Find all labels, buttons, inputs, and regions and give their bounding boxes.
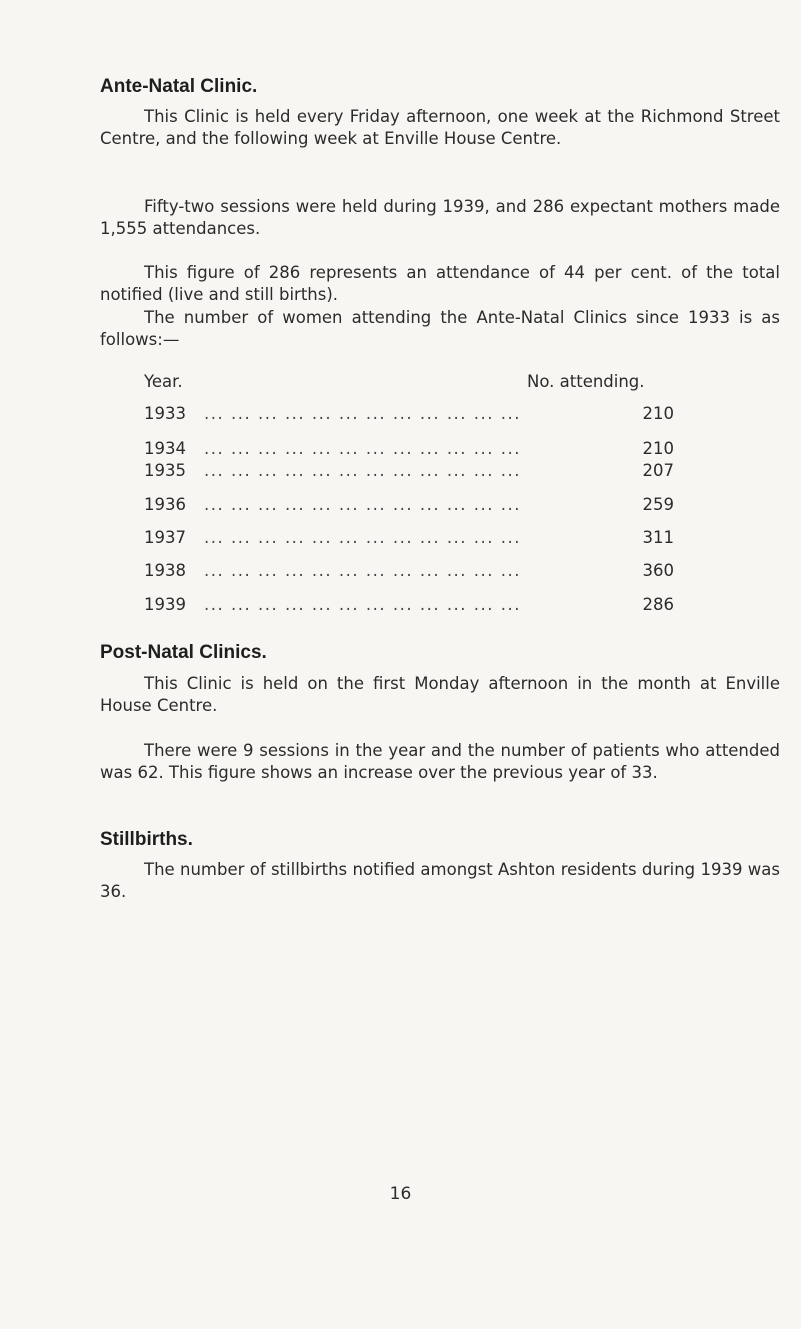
row-count: 286 (642, 595, 674, 614)
table-row (144, 560, 674, 582)
dot-leader: ... ... ... ... ... ... ... ... ... ... ... ... (204, 528, 522, 547)
stillbirths-paragraph: The number of stillbirths notified amongst Ashton residents during 1939 was 36. (100, 860, 780, 901)
dot-leader: ... ... ... ... ... ... ... ... ... ... ... ... (204, 404, 522, 423)
row-year: 1933 (144, 403, 190, 425)
row-year: 1937 (144, 527, 190, 549)
row-year: 1936 (144, 494, 190, 516)
dot-leader: ... ... ... ... ... ... ... ... ... ... ... ... (204, 495, 522, 514)
row-year: 1938 (144, 560, 190, 582)
table-row (144, 494, 674, 516)
row-year: 1935 (144, 460, 190, 482)
ante-natal-heading: Ante-Natal Clinic. (100, 76, 258, 97)
table-row (144, 527, 674, 549)
dot-leader: ... ... ... ... ... ... ... ... ... ... ... ... (204, 595, 522, 614)
dot-leader: ... ... ... ... ... ... ... ... ... ... ... ... (204, 561, 522, 580)
row-count: 259 (642, 495, 674, 514)
row-year: 1934 (144, 438, 190, 460)
table-header-year: Year. (144, 372, 183, 391)
row-count: 207 (642, 461, 674, 480)
dot-leader: ... ... ... ... ... ... ... ... ... ... ... ... (204, 439, 522, 458)
page-number: 16 (389, 1184, 412, 1204)
table-row (144, 594, 674, 616)
table-row (144, 438, 674, 460)
post-natal-heading: Post-Natal Clinics. (100, 642, 267, 663)
ante-natal-paragraph-2: Fifty-two sessions were held during 1939, and 286 expectant mothers made 1,555 attendances. (100, 197, 780, 238)
ante-natal-paragraph-1: This Clinic is held every Friday afternoon, one week at the Richmond Street Centre, and the following week at Enville House Centre. (100, 107, 780, 148)
row-count: 210 (642, 439, 674, 458)
ante-natal-paragraph-4: The number of women attending the Ante-Natal Clinics since 1933 is as follows:— (100, 308, 780, 349)
ante-natal-paragraph-3: This figure of 286 represents an attendance of 44 per cent. of the total notified (live and still births). (100, 263, 780, 304)
row-count: 360 (642, 561, 674, 580)
post-natal-paragraph-2: There were 9 sessions in the year and the number of patients who attended was 62. This figure shows an increase over the previous year of 33. (100, 741, 780, 782)
row-count: 210 (642, 404, 674, 423)
dot-leader: ... ... ... ... ... ... ... ... ... ... ... ... (204, 461, 522, 480)
table-row (144, 460, 674, 482)
row-count: 311 (642, 528, 674, 547)
post-natal-paragraph-1: This Clinic is held on the first Monday afternoon in the month at Enville House Centre. (100, 674, 780, 715)
stillbirths-heading: Stillbirths. (100, 829, 193, 850)
table-header-attending: No. attending. (527, 372, 645, 391)
row-year: 1939 (144, 594, 190, 616)
table-row (144, 403, 674, 425)
